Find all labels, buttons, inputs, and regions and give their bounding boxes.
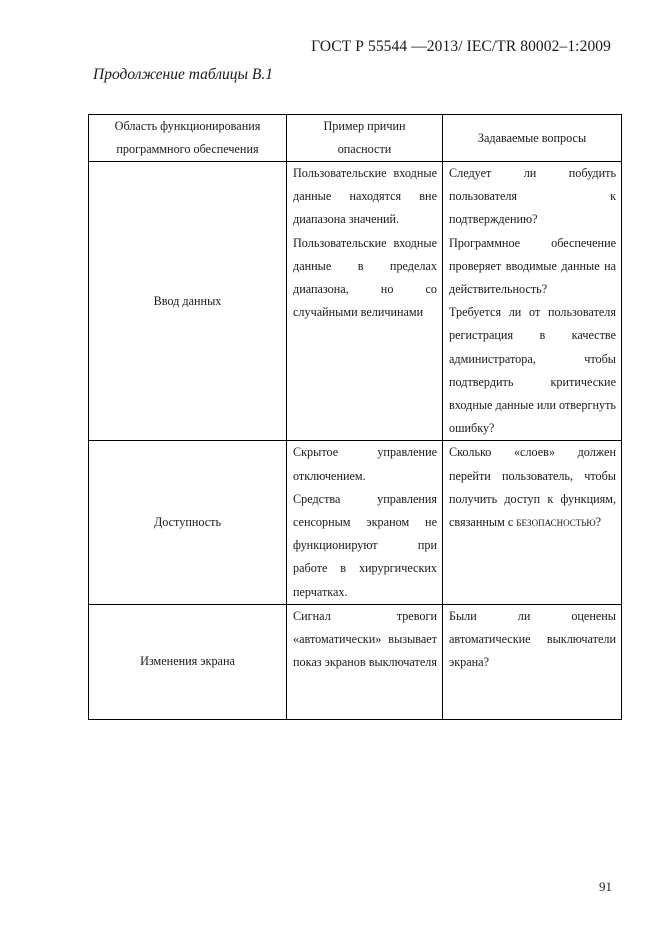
hazards-cell <box>287 604 443 719</box>
hazard-table <box>88 114 622 720</box>
hazard-text: Средства управления сенсорным экраном не функционируют при работе в хирургических перчатках. <box>293 491 437 599</box>
question-text: Следует ли побудить пользователя к подтверждению? <box>449 166 616 227</box>
table-row <box>89 162 622 441</box>
hazard-text: Скрытое управление отключением. <box>293 445 437 483</box>
page-number: 91 <box>599 879 612 894</box>
area-cell: Изменения экрана <box>89 604 287 719</box>
table-caption: Продолжение таблицы В.1 <box>93 66 274 83</box>
hazards-cell <box>287 162 443 441</box>
area-cell: Ввод данных <box>89 162 287 441</box>
question-text: Были ли оценены автоматические выключатели экрана? <box>449 608 616 670</box>
column-header-hazards: Пример причин опасности <box>287 115 443 162</box>
question-text-part: ? <box>595 515 602 530</box>
question-text-part: Сколько «слоев» должен перейти пользователь, чтобы получить доступ к функциям, связанным с <box>449 445 616 530</box>
table-row <box>89 604 622 719</box>
questions-cell <box>443 604 622 719</box>
questions-cell <box>443 162 622 441</box>
question-text: Требуется ли от пользователя регистрация в качестве администратора, чтобы подтвердить критические входные данные или отвергнуть ошибку? <box>449 305 616 436</box>
questions-cell <box>443 441 622 604</box>
table-row <box>89 441 622 604</box>
hazard-text: Пользовательские входные данные в пределах диапазона, но со случайными величинами <box>293 235 437 320</box>
hazard-text: Сигнал тревоги «автоматически» вызывает показ экранов выключателя <box>293 608 437 670</box>
question-text <box>449 441 616 534</box>
question-text: Программное обеспечение проверяет вводимые данные на действительность? <box>449 235 616 297</box>
column-header-area: Область функционирования программного обеспечения <box>89 115 287 162</box>
table-header-row <box>89 115 622 162</box>
hazards-cell <box>287 441 443 604</box>
hazard-text: Пользовательские входные данные находятся вне диапазона значений. <box>293 166 437 227</box>
document-header: ГОСТ Р 55544 —2013/ IEC/TR 80002–1:2009 <box>311 38 611 55</box>
column-header-questions: Задаваемые вопросы <box>443 115 622 162</box>
question-text-smallcaps: безопасностью <box>516 515 596 530</box>
area-cell: Доступность <box>89 441 287 604</box>
